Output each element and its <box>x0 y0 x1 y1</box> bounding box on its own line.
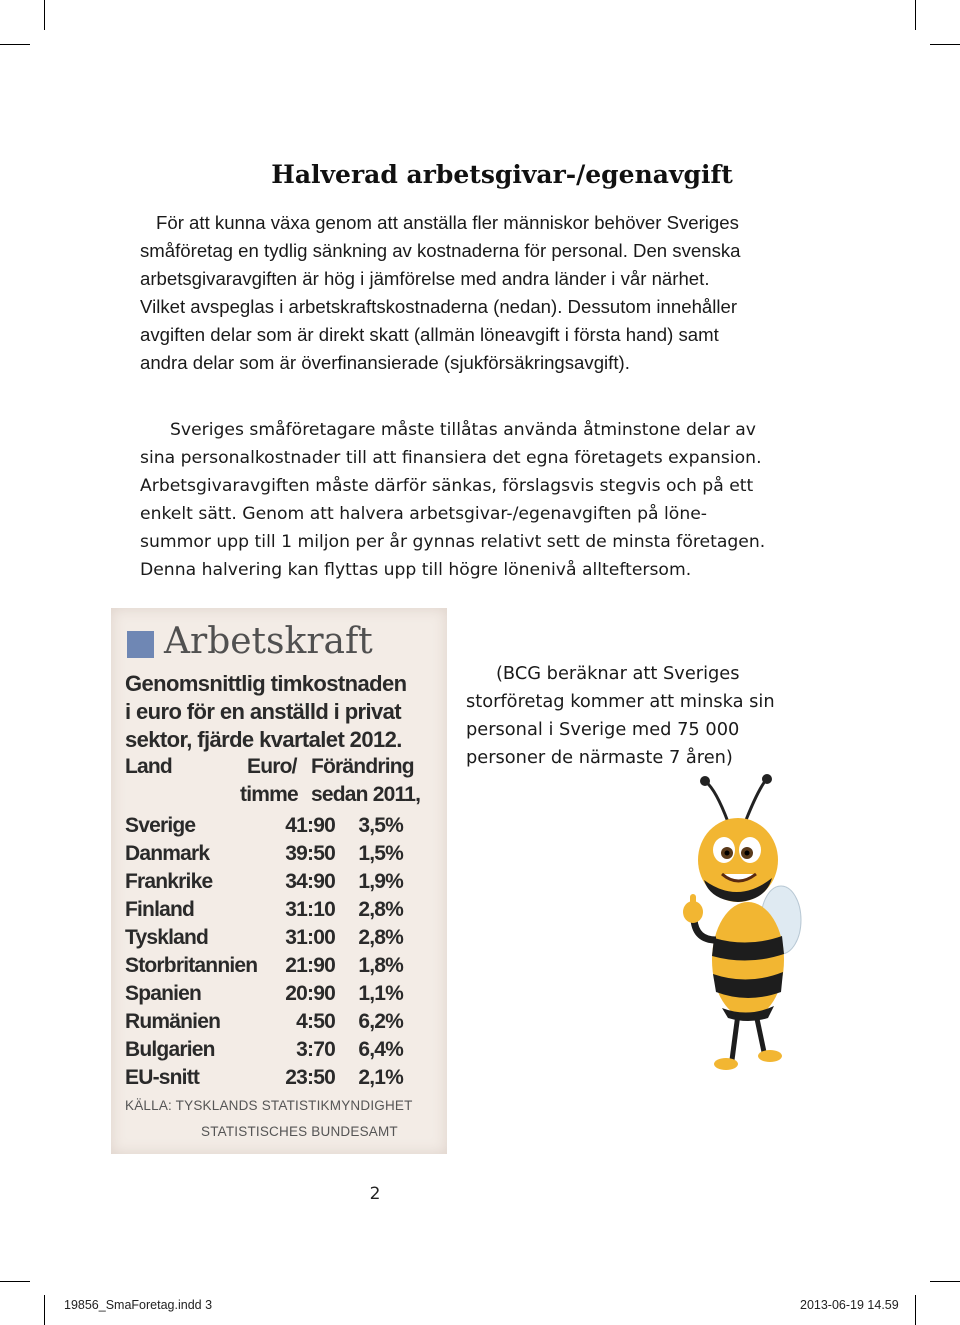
euro-cell: 4:50 <box>296 1010 335 1033</box>
page-title: Halverad arbetsgivar-/egenavgift <box>271 160 733 189</box>
table-row <box>125 1038 445 1066</box>
table-row <box>125 1010 445 1038</box>
country-cell: Rumänien <box>125 1010 221 1033</box>
euro-cell: 20:90 <box>285 982 335 1005</box>
note-line: storföretag kommer att minska sin <box>466 691 775 712</box>
country-cell: Danmark <box>125 842 210 865</box>
crop-mark-bottom-right-h <box>930 1281 960 1282</box>
subheading-line: sektor, fjärde kvartalet 2012. <box>125 727 402 752</box>
country-cell: Bulgarien <box>125 1038 215 1061</box>
paragraph-line: För att kunna växa genom att anställa fler människor behöver Sveriges <box>156 212 739 233</box>
euro-cell: 34:90 <box>285 870 335 893</box>
euro-cell: 3:70 <box>296 1038 335 1061</box>
crop-mark-top-right <box>915 0 916 30</box>
paragraph-line: sina personalkostnader till att finansiera det egna företagets expansion. <box>140 448 762 468</box>
change-cell: 1,9% <box>358 870 403 893</box>
newspaper-clipping <box>111 608 447 1154</box>
slug-timestamp: 2013-06-19 14.59 <box>800 1298 899 1312</box>
table-row <box>125 814 445 842</box>
crop-mark-bottom-right <box>915 1295 916 1325</box>
column-header-change: Förändring <box>311 755 414 778</box>
bee-mascot-icon <box>676 770 806 1080</box>
table-row <box>125 1066 445 1094</box>
paragraph-line: summor upp till 1 miljon per år gynnas relativt sett de minsta företagen. <box>140 532 766 552</box>
column-header-land: Land <box>125 755 172 778</box>
clipping-square-icon <box>127 631 154 658</box>
clipping-subheading <box>125 670 445 754</box>
euro-cell: 31:10 <box>285 898 335 921</box>
change-cell: 6,2% <box>358 1010 403 1033</box>
note-line: personer de närmaste 7 åren) <box>466 747 733 768</box>
paragraph-line: Vilket avspeglas i arbetskraftskostnaderna (nedan). Dessutom innehåller <box>140 296 738 317</box>
euro-cell: 39:50 <box>285 842 335 865</box>
change-cell: 2,8% <box>358 926 403 949</box>
column-header-euro-unit: timme <box>240 783 298 806</box>
column-header-euro: Euro/ <box>247 755 297 778</box>
clipping-source-agency: STATISTISCHES BUNDESAMT <box>201 1124 398 1139</box>
crop-mark-top-left-h <box>0 44 30 45</box>
paragraph-line: Denna halvering kan flyttas upp till högre lönenivå allteftersom. <box>140 560 692 580</box>
country-cell: Sverige <box>125 814 196 837</box>
change-cell: 3,5% <box>358 814 403 837</box>
intro-paragraph <box>140 209 830 377</box>
table-row <box>125 870 445 898</box>
column-header-change-period: sedan 2011, <box>311 783 421 806</box>
paragraph-line: Arbetsgivaravgiften måste därför sänkas, förslagsvis stegvis och på ett <box>140 476 754 496</box>
country-cell: Storbritannien <box>125 954 258 977</box>
table-row <box>125 926 445 954</box>
paragraph-line: enkelt sätt. Genom att halvera arbetsgivar-/egenavgiften på löne- <box>140 504 707 524</box>
argument-paragraph <box>140 416 830 584</box>
euro-cell: 21:90 <box>285 954 335 977</box>
paragraph-line: avgiften delar som är direkt skatt (allmän löneavgift i första hand) samt <box>140 324 719 345</box>
paragraph-line: småföretag en tydlig sänkning av kostnaderna för personal. Den svenska <box>140 240 741 261</box>
country-cell: Tyskland <box>125 926 209 949</box>
country-cell: Finland <box>125 898 195 921</box>
euro-cell: 41:90 <box>285 814 335 837</box>
clipping-heading: Arbetskraft <box>164 621 373 662</box>
country-cell: EU-snitt <box>125 1066 200 1089</box>
change-cell: 1,1% <box>358 982 403 1005</box>
crop-mark-bottom-left-h <box>0 1281 30 1282</box>
bcg-note <box>466 660 806 772</box>
table-row <box>125 842 445 870</box>
subheading-line: i euro för en anställd i privat <box>125 699 402 724</box>
page-number: 2 <box>369 1184 381 1204</box>
table-row <box>125 982 445 1010</box>
subheading-line: Genomsnittlig timkostnaden <box>125 671 407 696</box>
table-row <box>125 898 445 926</box>
euro-cell: 23:50 <box>285 1066 335 1089</box>
change-cell: 1,8% <box>358 954 403 977</box>
table-row <box>125 954 445 982</box>
note-line: personal i Sverige med 75 000 <box>466 719 740 740</box>
paragraph-line: Sveriges småföretagare måste tillåtas använda åtminstone delar av <box>170 420 756 440</box>
crop-mark-bottom-left <box>44 1295 45 1325</box>
country-cell: Spanien <box>125 982 202 1005</box>
change-cell: 2,1% <box>358 1066 403 1089</box>
note-line: (BCG beräknar att Sveriges <box>496 663 740 684</box>
slug-filename: 19856_SmaForetag.indd 3 <box>64 1298 213 1312</box>
change-cell: 6,4% <box>358 1038 403 1061</box>
change-cell: 2,8% <box>358 898 403 921</box>
crop-mark-top-right-h <box>930 44 960 45</box>
clipping-source: KÄLLA: TYSKLANDS STATISTIKMYNDIGHET <box>125 1098 413 1113</box>
euro-cell: 31:00 <box>285 926 335 949</box>
paragraph-line: arbetsgivaravgiften är hög i jämförelse med andra länder i vår närhet. <box>140 268 710 289</box>
paragraph-line: andra delar som är överfinansierade (sjukförsäkringsavgift). <box>140 352 630 373</box>
crop-mark-top-left <box>44 0 45 30</box>
change-cell: 1,5% <box>358 842 403 865</box>
country-cell: Frankrike <box>125 870 213 893</box>
